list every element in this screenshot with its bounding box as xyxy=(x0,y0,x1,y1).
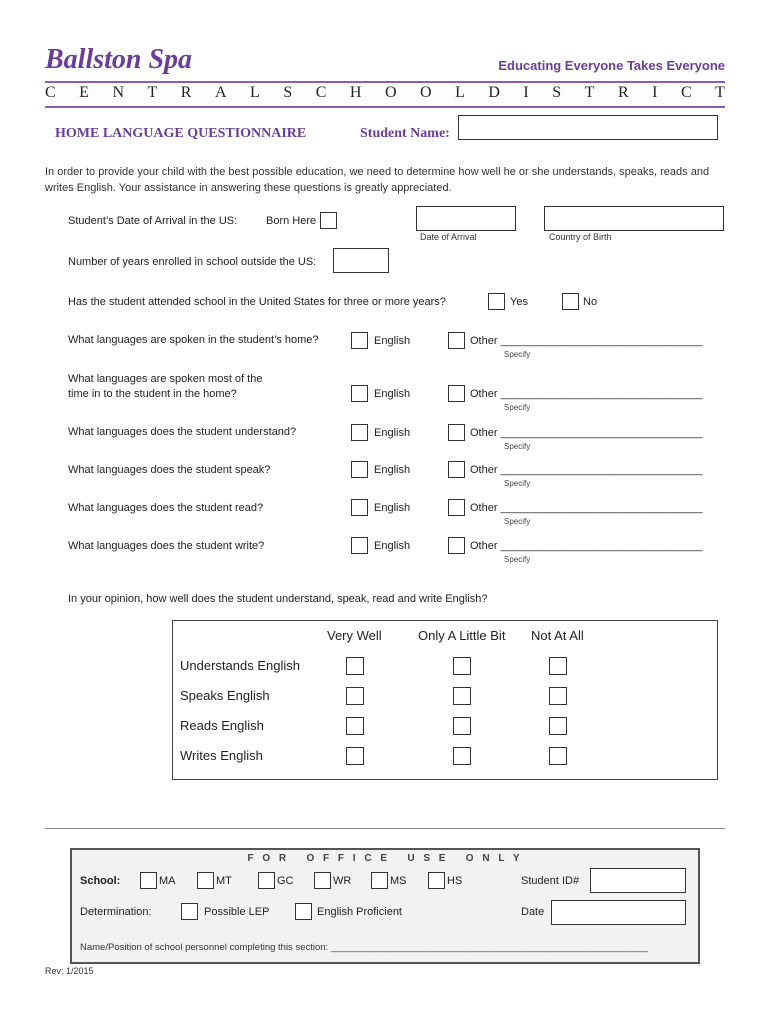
rating-column-header: Only A Little Bit xyxy=(418,628,506,643)
english-label: English xyxy=(374,502,411,514)
header-rule-top xyxy=(45,81,725,83)
rating-column-header: Not At All xyxy=(531,628,584,643)
rating-checkbox[interactable] xyxy=(549,657,567,675)
yes-checkbox[interactable] xyxy=(488,293,505,310)
school-checkbox[interactable] xyxy=(140,872,157,889)
country-of-birth-caption: Country of Birth xyxy=(549,232,612,242)
school-label: School: xyxy=(80,875,121,887)
district-letter: D xyxy=(488,84,500,101)
english-checkbox[interactable] xyxy=(351,461,368,478)
district-letter: O xyxy=(384,84,397,101)
years-outside-label: Number of years enrolled in school outside the US: xyxy=(68,256,317,268)
intro-paragraph: In order to provide your child with the best possible education, we need to determine how well he or she understands, speaks, reads and writes English. Your assistance in answering these questions is greatly appreciated. xyxy=(45,166,710,194)
district-letter: C xyxy=(45,84,56,101)
other-checkbox[interactable] xyxy=(448,424,465,441)
revision-note: Rev: 1/2015 xyxy=(45,966,94,976)
student-id-field[interactable] xyxy=(590,868,686,893)
district-letter: S xyxy=(552,84,562,101)
other-language-field[interactable]: Other _________________________________ xyxy=(470,388,703,400)
rating-checkbox[interactable] xyxy=(549,747,567,765)
school-checkbox[interactable] xyxy=(258,872,275,889)
rating-row-label: Understands English xyxy=(180,658,300,673)
district-logo: Ballston Spa xyxy=(45,44,193,75)
opinion-question: In your opinion, how well does the student understand, speak, read and write English? xyxy=(68,593,488,605)
school-checkbox[interactable] xyxy=(197,872,214,889)
district-letter: I xyxy=(652,84,658,101)
other-language-field[interactable]: Other _________________________________ xyxy=(470,540,703,552)
country-of-birth-field[interactable] xyxy=(544,206,724,231)
form-title: HOME LANGUAGE QUESTIONNAIRE xyxy=(55,126,307,141)
rating-checkbox[interactable] xyxy=(346,657,364,675)
english-checkbox[interactable] xyxy=(351,537,368,554)
school-code-label: MT xyxy=(216,875,232,887)
specify-caption: Specify xyxy=(504,479,531,488)
other-checkbox[interactable] xyxy=(448,461,465,478)
school-code-label: MS xyxy=(390,875,407,887)
english-label: English xyxy=(374,540,411,552)
student-name-label: Student Name: xyxy=(360,126,450,141)
other-checkbox[interactable] xyxy=(448,499,465,516)
specify-caption: Specify xyxy=(504,555,531,564)
rating-column-header: Very Well xyxy=(327,628,382,643)
district-letter: H xyxy=(349,84,362,101)
other-checkbox[interactable] xyxy=(448,385,465,402)
tagline: Educating Everyone Takes Everyone xyxy=(498,58,725,73)
rating-row-label: Reads English xyxy=(180,718,264,733)
rating-row-label: Writes English xyxy=(180,748,263,763)
english-checkbox[interactable] xyxy=(351,424,368,441)
rating-checkbox[interactable] xyxy=(453,657,471,675)
english-checkbox[interactable] xyxy=(351,385,368,402)
date-field[interactable] xyxy=(551,900,686,925)
personnel-label: Name/Position of school personnel completing this section: ____________________________________________________________ xyxy=(80,942,648,953)
rating-checkbox[interactable] xyxy=(346,687,364,705)
date-of-arrival-caption: Date of Arrival xyxy=(420,232,477,242)
other-checkbox[interactable] xyxy=(448,332,465,349)
district-letter: L xyxy=(455,84,465,101)
other-language-field[interactable]: Other _________________________________ xyxy=(470,502,703,514)
rating-checkbox[interactable] xyxy=(346,747,364,765)
school-checkbox[interactable] xyxy=(371,872,388,889)
date-of-arrival-field[interactable] xyxy=(416,206,516,231)
school-code-label: HS xyxy=(447,875,463,887)
district-letter: O xyxy=(420,84,432,101)
language-question-line1: What languages are spoken most of the xyxy=(68,373,263,385)
district-letter: T xyxy=(147,84,158,101)
district-letter: S xyxy=(283,84,293,101)
english-proficient-label: English Proficient xyxy=(317,906,402,918)
school-code-label: WR xyxy=(333,875,352,887)
other-language-field[interactable]: Other _________________________________ xyxy=(470,464,703,476)
school-code-label: MA xyxy=(159,875,176,887)
office-use-title: F O R O F F I C E U S E O N L Y xyxy=(247,853,523,864)
district-letter: E xyxy=(79,84,89,101)
date-label: Date xyxy=(521,906,545,918)
born-here-checkbox[interactable] xyxy=(320,212,337,229)
rating-row-label: Speaks English xyxy=(180,688,270,703)
possible-lep-checkbox[interactable] xyxy=(181,903,198,920)
rating-checkbox[interactable] xyxy=(453,687,471,705)
language-question-line1: What languages does the student read? xyxy=(68,502,264,514)
district-letter: L xyxy=(250,84,260,101)
rating-checkbox[interactable] xyxy=(453,747,471,765)
student-name-field[interactable] xyxy=(458,115,718,140)
english-label: English xyxy=(374,335,411,347)
language-question-line2: time in to the student in the home? xyxy=(68,388,237,400)
district-letter: C xyxy=(315,84,327,101)
born-here-label: Born Here xyxy=(266,215,317,227)
header-rule-bottom xyxy=(45,106,725,108)
rating-checkbox[interactable] xyxy=(453,717,471,735)
school-checkbox[interactable] xyxy=(314,872,331,889)
other-language-field[interactable]: Other _________________________________ xyxy=(470,335,703,347)
district-letter: A xyxy=(214,84,227,101)
school-checkbox[interactable] xyxy=(428,872,445,889)
rating-checkbox[interactable] xyxy=(346,717,364,735)
yes-label: Yes xyxy=(510,296,528,308)
english-checkbox[interactable] xyxy=(351,332,368,349)
no-checkbox[interactable] xyxy=(562,293,579,310)
student-id-label: Student ID# xyxy=(521,875,580,887)
language-question-line1: What languages does the student understand? xyxy=(68,426,297,438)
rating-checkbox[interactable] xyxy=(549,717,567,735)
specify-caption: Specify xyxy=(504,350,531,359)
district-letter: N xyxy=(112,84,125,101)
english-label: English xyxy=(374,464,411,476)
district-letter: T xyxy=(715,84,725,101)
english-checkbox[interactable] xyxy=(351,499,368,516)
arrival-label: Student’s Date of Arrival in the US: xyxy=(68,215,238,227)
language-question-line1: What languages does the student speak? xyxy=(68,464,271,476)
possible-lep-label: Possible LEP xyxy=(204,906,270,918)
specify-caption: Specify xyxy=(504,442,531,451)
district-letter: I xyxy=(523,84,529,101)
district-letter: R xyxy=(617,84,629,101)
specify-caption: Specify xyxy=(504,403,531,412)
office-separator xyxy=(45,828,725,829)
other-language-field[interactable]: Other _________________________________ xyxy=(470,427,703,439)
school-code-label: GC xyxy=(277,875,294,887)
district-letter: T xyxy=(584,84,595,101)
other-checkbox[interactable] xyxy=(448,537,465,554)
district-letter: R xyxy=(180,84,192,101)
language-question-line1: What languages does the student write? xyxy=(68,540,265,552)
english-proficient-checkbox[interactable] xyxy=(295,903,312,920)
determination-label: Determination: xyxy=(80,906,152,918)
no-label: No xyxy=(583,296,598,308)
english-label: English xyxy=(374,427,411,439)
years-outside-field[interactable] xyxy=(333,248,389,273)
specify-caption: Specify xyxy=(504,517,531,526)
language-question-line1: What languages are spoken in the student’s home? xyxy=(68,334,319,346)
rating-checkbox[interactable] xyxy=(549,687,567,705)
english-label: English xyxy=(374,388,411,400)
three-years-question: Has the student attended school in the United States for three or more years? xyxy=(68,296,446,308)
district-letter: C xyxy=(680,84,692,101)
district-name xyxy=(45,84,725,102)
